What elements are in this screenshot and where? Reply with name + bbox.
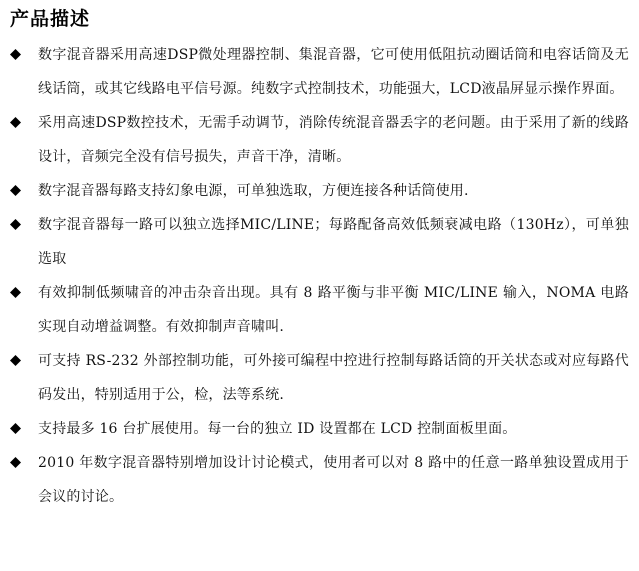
list-item-text: 数字混音器每一路可以独立选择MIC/LINE；每路配备高效低频衰减电路（130Hz），可单独选取 [38,217,629,267]
list-item-text: 数字混音器每路支持幻象电源，可单独选取，方便连接各种话筒使用. [38,183,469,199]
diamond-icon [10,219,21,230]
list-item [0,38,639,106]
diamond-icon [10,49,21,60]
diamond-icon [10,423,21,434]
diamond-icon [10,287,21,298]
list-item [0,106,639,174]
list-item [0,208,639,276]
diamond-icon [10,185,21,196]
page-title: 产品描述 [10,8,91,30]
diamond-icon [10,355,21,366]
list-item-text: 采用高速DSP数控技术，无需手动调节，消除传统混音器丢字的老问题。由于采用了新的线路设计，音频完全没有信号损失，声音干净，清晰。 [38,115,629,165]
diamond-icon [10,457,21,468]
list-item-text: 2010 年数字混音器特别增加设计讨论模式，使用者可以对 8 路中的任意一路单独设置成用于会议的讨论。 [38,455,629,505]
list-item-text: 支持最多 16 台扩展使用。每一台的独立 ID 设置都在 LCD 控制面板里面。 [38,421,517,437]
list-item [0,174,639,208]
diamond-icon [10,117,21,128]
list-item-text: 数字混音器采用高速DSP微处理器控制、集混音器，它可使用低阻抗动圈话筒和电容话筒及无线话筒，或其它线路电平信号源。纯数字式控制技术，功能强大，LCD液晶屏显示操作界面。 [38,47,629,97]
list-item [0,412,639,446]
feature-list [0,38,639,514]
list-item [0,446,639,514]
list-item [0,276,639,344]
list-item-text: 有效抑制低频啸音的冲击杂音出现。具有 8 路平衡与非平衡 MIC/LINE 输入，NOMA 电路实现自动增益调整。有效抑制声音啸叫. [38,285,629,335]
list-item-text: 可支持 RS-232 外部控制功能，可外接可编程中控进行控制每路话筒的开关状态或对应每路代码发出，特别适用于公，检，法等系统. [38,353,629,403]
list-item [0,344,639,412]
